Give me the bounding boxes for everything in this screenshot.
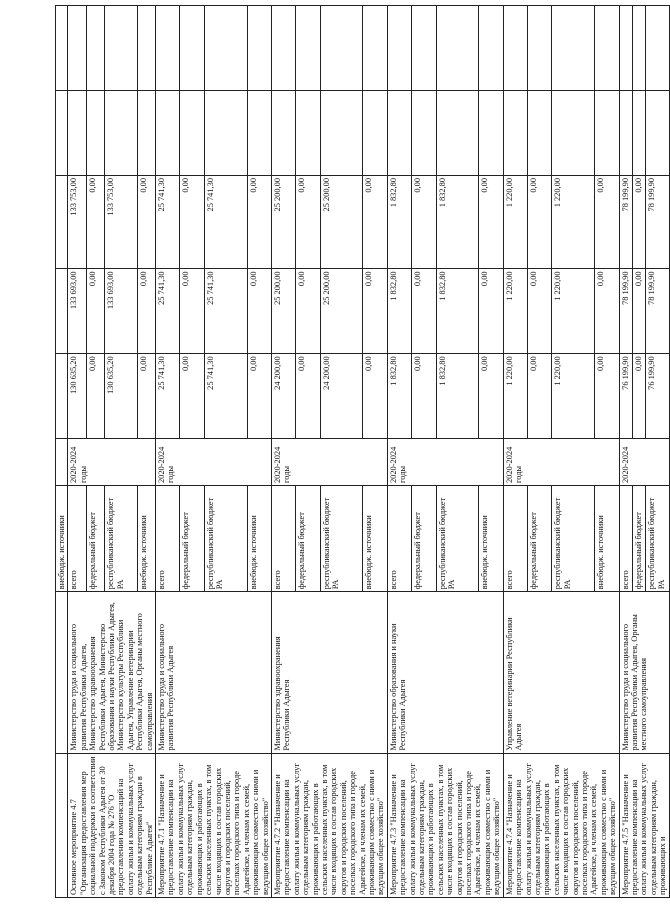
- amount-cell: 76 199,90: [646, 354, 669, 439]
- amount-cell: 0,00: [412, 175, 436, 268]
- funding-source-cell: республиканский бюджет РА: [436, 486, 479, 592]
- amount-cell: 24 200,00: [271, 354, 295, 439]
- amount-cell: 1 832,80: [387, 269, 411, 354]
- amount-cell: 0,00: [86, 269, 104, 354]
- funding-source-cell: внебюдж. источники: [247, 486, 271, 592]
- amount-cell: [56, 269, 68, 354]
- period-cell: 2020-2024 годы: [156, 439, 272, 486]
- funding-source-cell: всего: [619, 486, 632, 592]
- amount-cell-empty: [619, 91, 632, 176]
- table-row: [271, 6, 295, 898]
- amount-cell: 25 741,30: [156, 269, 180, 354]
- executor-cell: Управление ветеринарии Республики Адыгея: [503, 592, 619, 753]
- amount-cell-empty: [479, 91, 503, 176]
- amount-cell: 1 220,00: [552, 269, 595, 354]
- executor-cell: Министерство труда и социального развития Республики Адыгея, Министерство здравоохранения Республики Адыгея, Министерство образования и науки Республики Адыгея, Министерство культуры Республики Адыгея, Управление ветеринарии Республики Адыгея, Органы местного самоуправления: [68, 592, 156, 753]
- amount-cell-empty: [320, 91, 363, 176]
- amount-cell: 0,00: [595, 175, 619, 268]
- funding-source-cell: внебюдж. источники: [363, 486, 387, 592]
- amount-cell: 0,00: [595, 354, 619, 439]
- period-cell: 2020-2024 годы: [503, 439, 619, 486]
- amount-cell: 130 635,20: [105, 354, 137, 439]
- amount-cell: 0,00: [137, 269, 155, 354]
- event-cell: Мероприятие 4.7.1 "Назначение и предоставление компенсации на оплату жилья и коммунальных услуг отдельным категориям граждан, проживающих и работающих в сельских населенных пунктах, в том числе входящих в состав городских округов и городских поселений, поселках городского типа и городе Адыгейске, и членам их семей, проживающим совместно с ними и ведущим общее хозяйство": [156, 753, 272, 897]
- amount-cell: 78 199,90: [646, 269, 669, 354]
- amount-cell: 25 200,00: [271, 175, 295, 268]
- amount-cell-empty: [412, 6, 436, 91]
- amount-cell: 0,00: [180, 354, 204, 439]
- amount-cell: 78 199,90: [619, 269, 632, 354]
- table-row: [619, 6, 632, 898]
- amount-cell-empty: [105, 91, 137, 176]
- amount-cell: 0,00: [296, 269, 320, 354]
- amount-cell: 133 693,00: [68, 269, 86, 354]
- amount-cell: 0,00: [137, 354, 155, 439]
- amount-cell: 0,00: [180, 269, 204, 354]
- executor-cell: Министерство труда и социального развития Республики Адыгея, Органы местного самоуправления: [619, 592, 669, 753]
- period-cell: [56, 439, 68, 486]
- event-cell: Основное мероприятие 4.7 "Организация предоставления мер социальной поддержки в соответствии с Законом Республики Адыгея от 30 декабря 2004 года № 276 "О предоставлении компенсаций на оплату жилья и коммунальных услуг отдельным категориям граждан в Республике Адыгея": [68, 753, 156, 897]
- table-row: [56, 6, 68, 898]
- amount-cell-empty: [595, 6, 619, 91]
- amount-cell-empty: [619, 6, 632, 91]
- amount-cell: 0,00: [479, 269, 503, 354]
- funding-source-cell: федеральный бюджет: [528, 486, 552, 592]
- funding-source-cell: республиканский бюджет РА: [552, 486, 595, 592]
- table-row: [156, 6, 180, 898]
- amount-cell: 130 635,20: [68, 354, 86, 439]
- amount-cell: 0,00: [479, 354, 503, 439]
- amount-cell: 78 199,90: [646, 175, 669, 268]
- funding-source-cell: внебюдж. источники: [595, 486, 619, 592]
- amount-cell: 25 741,30: [204, 269, 247, 354]
- funding-source-cell: федеральный бюджет: [632, 486, 645, 592]
- amount-cell: 1 832,80: [436, 354, 479, 439]
- funding-source-cell: федеральный бюджет: [296, 486, 320, 592]
- funding-source-cell: всего: [387, 486, 411, 592]
- amount-cell: 133 693,00: [105, 269, 137, 354]
- amount-cell-empty: [632, 6, 645, 91]
- amount-cell-empty: [180, 91, 204, 176]
- amount-cell: 0,00: [528, 354, 552, 439]
- amount-cell-empty: [156, 91, 180, 176]
- executor-cell: [56, 592, 68, 753]
- rotated-table-container: [55, 5, 668, 898]
- amount-cell: 0,00: [528, 269, 552, 354]
- funding-source-cell: внебюдж. источники: [137, 486, 155, 592]
- amount-cell-empty: [436, 91, 479, 176]
- amount-cell-empty: [387, 6, 411, 91]
- amount-cell-empty: [436, 6, 479, 91]
- period-cell: 2020-2024 годы: [271, 439, 387, 486]
- amount-cell-empty: [320, 6, 363, 91]
- amount-cell: 25 741,30: [204, 175, 247, 268]
- amount-cell: 25 741,30: [156, 175, 180, 268]
- amount-cell-empty: [86, 91, 104, 176]
- amount-cell-empty: [68, 91, 86, 176]
- event-cell: Мероприятие 4.7.3 "Назначение и предоставление компенсации на оплату жилья и коммунальных услуг отдельным категориям граждан, проживающих и работающих в сельских населенных пунктах, в том числе входящих в состав городских округов и городских поселений, поселках городского типа и городе Адыгейске, и членам их семей, проживающим совместно с ними и ведущим общее хозяйство": [387, 753, 503, 897]
- amount-cell: 0,00: [632, 354, 645, 439]
- amount-cell-empty: [479, 6, 503, 91]
- amount-cell: 0,00: [137, 175, 155, 268]
- funding-source-cell: республиканский бюджет РА: [646, 486, 669, 592]
- amount-cell-empty: [271, 6, 295, 91]
- period-cell: 2020-2024 годы: [387, 439, 503, 486]
- amount-cell-empty: [105, 6, 137, 91]
- amount-cell-empty: [180, 6, 204, 91]
- funding-source-cell: федеральный бюджет: [86, 486, 104, 592]
- amount-cell: 25 200,00: [320, 175, 363, 268]
- amount-cell-empty: [552, 6, 595, 91]
- amount-cell: 0,00: [632, 269, 645, 354]
- amount-cell: 0,00: [632, 175, 645, 268]
- amount-cell-empty: [271, 91, 295, 176]
- amount-cell-empty: [632, 91, 645, 176]
- amount-cell-empty: [86, 6, 104, 91]
- amount-cell: 0,00: [296, 175, 320, 268]
- amount-cell: 0,00: [363, 354, 387, 439]
- amount-cell-empty: [137, 91, 155, 176]
- amount-cell: 1 832,80: [387, 354, 411, 439]
- amount-cell: 0,00: [528, 175, 552, 268]
- amount-cell-empty: [204, 91, 247, 176]
- amount-cell: 0,00: [595, 269, 619, 354]
- funding-source-cell: внебюдж. источники: [479, 486, 503, 592]
- amount-cell-empty: [528, 6, 552, 91]
- funding-source-cell: республиканский бюджет РА: [320, 486, 363, 592]
- amount-cell: [56, 175, 68, 268]
- amount-cell: 0,00: [247, 354, 271, 439]
- amount-cell: 1 832,80: [436, 269, 479, 354]
- amount-cell: 1 220,00: [552, 354, 595, 439]
- amount-cell: 1 832,80: [387, 175, 411, 268]
- amount-cell-empty: [387, 91, 411, 176]
- amount-cell-empty: [363, 91, 387, 176]
- amount-cell: 1 220,00: [503, 269, 527, 354]
- amount-cell-empty: [296, 91, 320, 176]
- amount-cell-empty: [552, 91, 595, 176]
- amount-cell: 76 199,90: [619, 354, 632, 439]
- amount-cell: 0,00: [412, 354, 436, 439]
- amount-cell-empty: [247, 91, 271, 176]
- amount-cell-empty: [503, 91, 527, 176]
- amount-cell: 133 753,00: [105, 175, 137, 268]
- budget-table: [55, 5, 670, 898]
- amount-cell: 0,00: [296, 354, 320, 439]
- amount-cell: [56, 354, 68, 439]
- funding-source-cell: республиканский бюджет РА: [105, 486, 137, 592]
- amount-cell: 0,00: [180, 175, 204, 268]
- executor-cell: Министерство здравоохранения Республики Адыгея: [271, 592, 387, 753]
- funding-source-cell: всего: [156, 486, 180, 592]
- funding-source-cell: всего: [503, 486, 527, 592]
- amount-cell-empty: [503, 6, 527, 91]
- amount-cell-empty: [68, 6, 86, 91]
- amount-cell: 0,00: [247, 269, 271, 354]
- amount-cell: 1 220,00: [503, 175, 527, 268]
- event-cell: [56, 753, 68, 897]
- funding-source-cell: федеральный бюджет: [412, 486, 436, 592]
- period-cell: 2020-2024: [619, 439, 669, 486]
- amount-cell: 1 220,00: [552, 175, 595, 268]
- table-row: [503, 6, 527, 898]
- amount-cell: 0,00: [363, 175, 387, 268]
- amount-cell: 1 832,80: [436, 175, 479, 268]
- amount-cell: 1 220,00: [503, 354, 527, 439]
- amount-cell: 25 741,30: [204, 354, 247, 439]
- amount-cell: 25 741,30: [156, 354, 180, 439]
- amount-cell: 0,00: [247, 175, 271, 268]
- funding-source-cell: всего: [271, 486, 295, 592]
- amount-cell-empty: [646, 91, 669, 176]
- amount-cell-empty: [247, 6, 271, 91]
- amount-cell-empty: [412, 91, 436, 176]
- event-cell: Мероприятие 4.7.5 "Назначение и предоставление компенсации на оплату жилья и коммунальных услуг отдельным категориям граждан, проживающих и: [619, 753, 669, 897]
- amount-cell-empty: [56, 91, 68, 176]
- table-row: [387, 6, 411, 898]
- amount-cell: 78 199,90: [619, 175, 632, 268]
- event-cell: Мероприятие 4.7.2 "Назначение и предоставление компенсации на оплату жилья и коммунальных услуг отдельным категориям граждан, проживающих и работающих в сельских населенных пунктах, в том числе входящих в состав городских округов и городских поселений, поселках городского типа и городе Адыгейске, и членам их семей, проживающим совместно с ними и ведущим общее хозяйство": [271, 753, 387, 897]
- amount-cell: 0,00: [86, 354, 104, 439]
- amount-cell-empty: [137, 6, 155, 91]
- funding-source-cell: внебюдж. источники: [56, 486, 68, 592]
- amount-cell: 24 200,00: [320, 354, 363, 439]
- amount-cell-empty: [156, 6, 180, 91]
- budget-table-body: [56, 6, 670, 898]
- amount-cell: 25 200,00: [320, 269, 363, 354]
- amount-cell-empty: [646, 6, 669, 91]
- amount-cell-empty: [595, 91, 619, 176]
- executor-cell: Министерство образования и науки Республики Адыгея: [387, 592, 503, 753]
- amount-cell-empty: [56, 6, 68, 91]
- amount-cell-empty: [363, 6, 387, 91]
- funding-source-cell: республиканский бюджет РА: [204, 486, 247, 592]
- period-cell: 2020-2024 годы: [68, 439, 156, 486]
- amount-cell: 0,00: [479, 175, 503, 268]
- event-cell: Мероприятие 4.7.4 "Назначение и предоставление компенсации на оплату жилья и коммунальных услуг отдельным категориям граждан, проживающих и работающих в сельских населенных пунктах, в том числе входящих в состав городских округов и городских поселений, поселках городского типа и городе Адыгейске, и членам их семей, проживающим совместно с ними и ведущим общее хозяйство": [503, 753, 619, 897]
- amount-cell-empty: [528, 91, 552, 176]
- amount-cell-empty: [296, 6, 320, 91]
- amount-cell: 0,00: [363, 269, 387, 354]
- amount-cell: 0,00: [412, 269, 436, 354]
- amount-cell-empty: [204, 6, 247, 91]
- amount-cell: 0,00: [86, 175, 104, 268]
- funding-source-cell: федеральный бюджет: [180, 486, 204, 592]
- amount-cell: 133 753,00: [68, 175, 86, 268]
- funding-source-cell: всего: [68, 486, 86, 592]
- amount-cell: 25 200,00: [271, 269, 295, 354]
- table-row: [68, 6, 86, 898]
- executor-cell: Министерство труда и социального развития Республики Адыгея: [156, 592, 272, 753]
